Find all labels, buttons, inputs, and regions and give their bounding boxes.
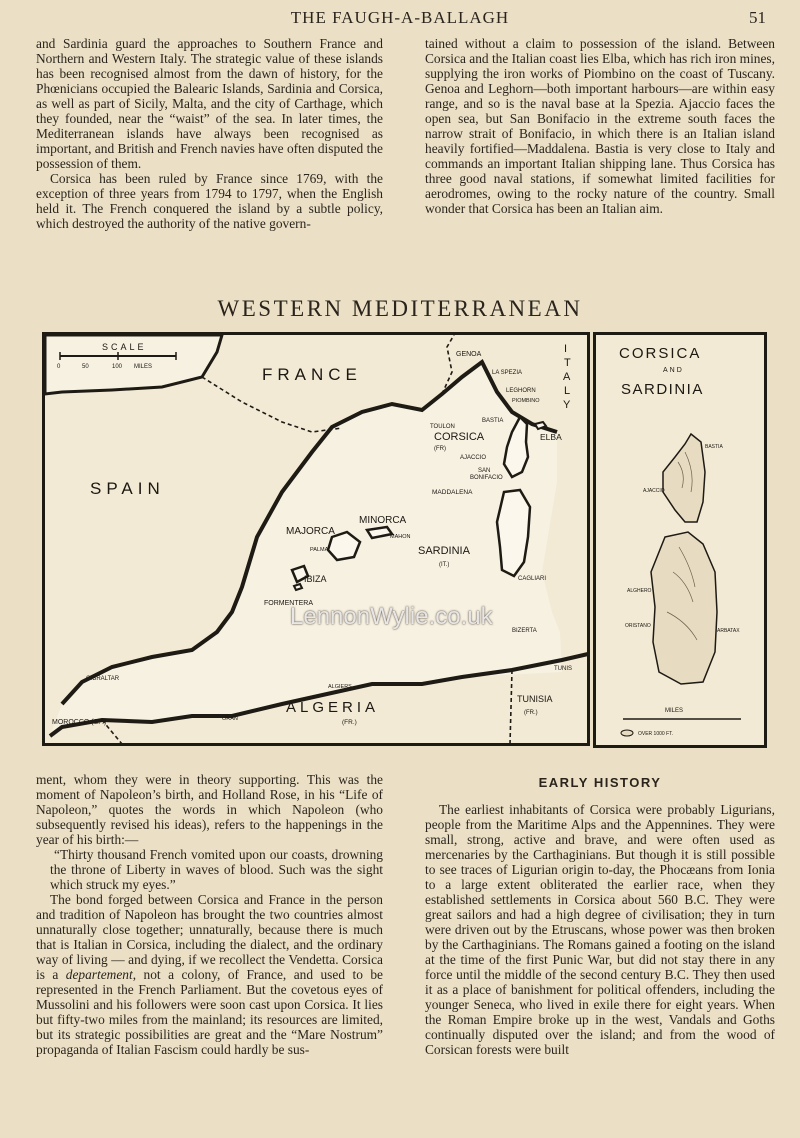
label-tunis: TUNIS [554,666,572,672]
label-algeria: ALGERIA [286,699,380,716]
page-number: 51 [749,8,766,27]
label-leghorn: LEGHORN [506,388,536,394]
journal-title: THE FAUGH-A-BALLAGH [290,8,510,27]
side-legend-swatch [621,730,633,736]
label-france: FRANCE [262,365,362,384]
svg-text:I: I [564,343,568,355]
label-ajaccio: AJACCIO [460,455,487,461]
paragraph: The bond forged between Corsica and France in the person and tradition of Napoleon has brought the two countries almost unnaturally close together; unnaturally, because there is much that is Italian in Corsica, including the dialect, and the ordinary way of living — and dying, if we recollect the Vendetta. Corsica is a departement, not a colony, of France, and used to be represented in the French Parliament. But the covetous eyes of Mussolini and his followers were soon cast upon Corsica. It lies but fifty-two miles from the mainland; its resources are limited, but its strategic possibilities are great and the “Mare Nostrum” propaganda of Italian Fascism could hardly be sus- [36,892,383,1057]
label-corsica-note: (FR) [434,446,446,452]
label-sardinia-note: (IT.) [439,562,450,568]
side-scale-label: MILES [665,708,684,714]
label-bastia: BASTIA [482,418,504,424]
label-mahon: MAHON [390,534,411,540]
paragraph: Corsica has been ruled by France since 1769, with the exception of three years from 1794 to 1797, when the English held it. The French conquered the island by a subtle policy, which destroyed the authority of the native govern- [36,171,383,231]
label-gibraltar: GIBRALTAR [86,676,120,682]
bottom-left-column [36,772,383,1057]
scale-tick: 50 [82,364,89,370]
label-algeria-note: (FR.) [342,719,357,726]
top-right-column [425,36,775,216]
label-spain: SPAIN [90,479,165,498]
side-legend-label: OVER 1000 FT. [638,731,674,737]
paragraph: ment, whom they were in theory supporting. This was the moment of Napoleon’s birth, and Holland Rose, in his “Life of Napoleon,” quotes the words in which Napoleon (who subsequently revised his ideas), refers to the happenings in the year of his birth:— [36,772,383,847]
label-formentera: FORMENTERA [264,600,313,607]
watermark: LennonWylie.co.uk [290,603,493,630]
label-toulon: TOULON [430,424,455,430]
svg-text:A: A [563,371,571,383]
side-label-oristano: ORISTANO [625,623,651,629]
label-cagliari: CAGLIARI [518,576,547,582]
svg-text:Y: Y [563,399,571,411]
label-san: SAN [478,468,491,474]
western-mediterranean-map [42,332,590,746]
scale-tick: 100 [112,364,123,370]
side-title-corsica: CORSICA [619,345,702,362]
svg-text:T: T [564,357,571,369]
side-title-and: AND [663,367,684,374]
label-minorca: MINORCA [359,515,407,526]
label-bonifacio: BONIFACIO [470,475,503,481]
scale-tick: 0 [57,364,61,370]
label-sardinia: SARDINIA [418,545,470,557]
label-palma: PALMA [310,547,329,553]
label-majorca: MAJORCA [286,526,335,537]
paragraph: and Sardinia guard the approaches to Southern France and Northern and Western Italy. The strategic value of these islands has been recognised almost from the dawn of history, for the Phœnicians occupied the Balearic Islands, Sardinia and Corsica, as well as part of Sicily, Malta, and the city of Carthage, which they founded, near the “waist” of the sea. In later times, the Mediterranean islands have always been recognised as important, and British and French navies have often disputed the possession of them. [36,36,383,171]
label-morocco: MOROCCO (SP.) [52,719,107,726]
map-title: WESTERN MEDITERRANEAN [217,296,583,321]
side-label-bastia: BASTIA [705,444,723,450]
label-piombino: PIOMBINO [512,398,540,404]
formentera-island [294,584,302,590]
svg-text:L: L [564,385,571,397]
emphasis: departement [65,967,133,982]
section-heading: EARLY HISTORY [538,775,662,790]
side-label-ajaccio: AJACCIO [643,488,665,494]
scale-label: SCALE [102,342,147,352]
side-sardinia-island [651,532,717,684]
corsica-sardinia-map [593,332,767,748]
label-algiers: ALGIERS [328,684,352,690]
label-genoa: GENOA [456,351,482,358]
label-bizerta: BIZERTA [512,628,537,634]
label-elba: ELBA [540,432,562,442]
top-left-column [36,36,383,231]
paragraph: The earliest inhabitants of Corsica were probably Ligurians, people from the Maritime Alps and the Appennines. They were small, strong, active and brave, and were often used as mercenaries by the Carthaginians. But though it is still possible to see traces of Ligurian origin to-day, the Phocæans from Ionia to a large extent obliterated the earlier race, when they established settlements in Corsica about 560 B.C. They were great sailors and had a high degree of civilisation; they in turn were driven out by the Etruscans, whose power was then broken by the Carthaginians. The Romans gained a footing on the island at the time of the first Punic War, but did not stay there in any force until the middle of the second century B.C. They then used it as a place of banishment for political offenders, including the younger Seneca, who lived in exile there for eight years. When the Roman Empire broke up in the west, Vandals and Goths continually disputed over the island; and from the wood of Corsican forests were built [425,802,775,1057]
paragraph: tained without a claim to possession of the island. Between Corsica and the Italian coast lies Elba, which has rich iron mines, supplying the iron works of Piombino on the coast of Tuscany. Genoa and Leghorn—both important harbours—are within easy range, and so is the naval base at la Spezia. Ajaccio faces the open sea, but San Bonifacio in the extreme south faces the narrow strait of Bonifacio, in which there is an Italian island heavily fortified—Maddalena. Bastia is very close to Italy and commands an important Italian shipping lane. Thus Corsica has three good naval stations, if somewhat limited facilities for aerodromes, owing to the rocky nature of the country. Small wonder that Corsica has been an Italian aim. [425,36,775,216]
bottom-right-column [425,802,775,1057]
label-oran: ORAN [222,716,238,722]
label-tunisia-note: (FR.) [524,710,538,716]
scale-unit: MILES [134,364,153,370]
running-header [0,8,800,32]
label-la-spezia: LA SPEZIA [492,370,523,376]
side-label-alghero: ALGHERO [627,588,652,594]
label-ibiza: IBIZA [304,574,327,584]
side-title-sardinia: SARDINIA [621,381,704,398]
label-corsica: CORSICA [434,431,485,443]
label-tunisia: TUNISIA [517,694,553,704]
label-maddalena: MADDALENA [432,489,473,496]
block-quote: “Thirty thousand French vomited upon our coasts, drowning the throne of Liberty in waves of blood. Such was the sight which struck my eyes.” [50,847,383,892]
side-label-arbatax: ARBATAX [717,628,740,634]
